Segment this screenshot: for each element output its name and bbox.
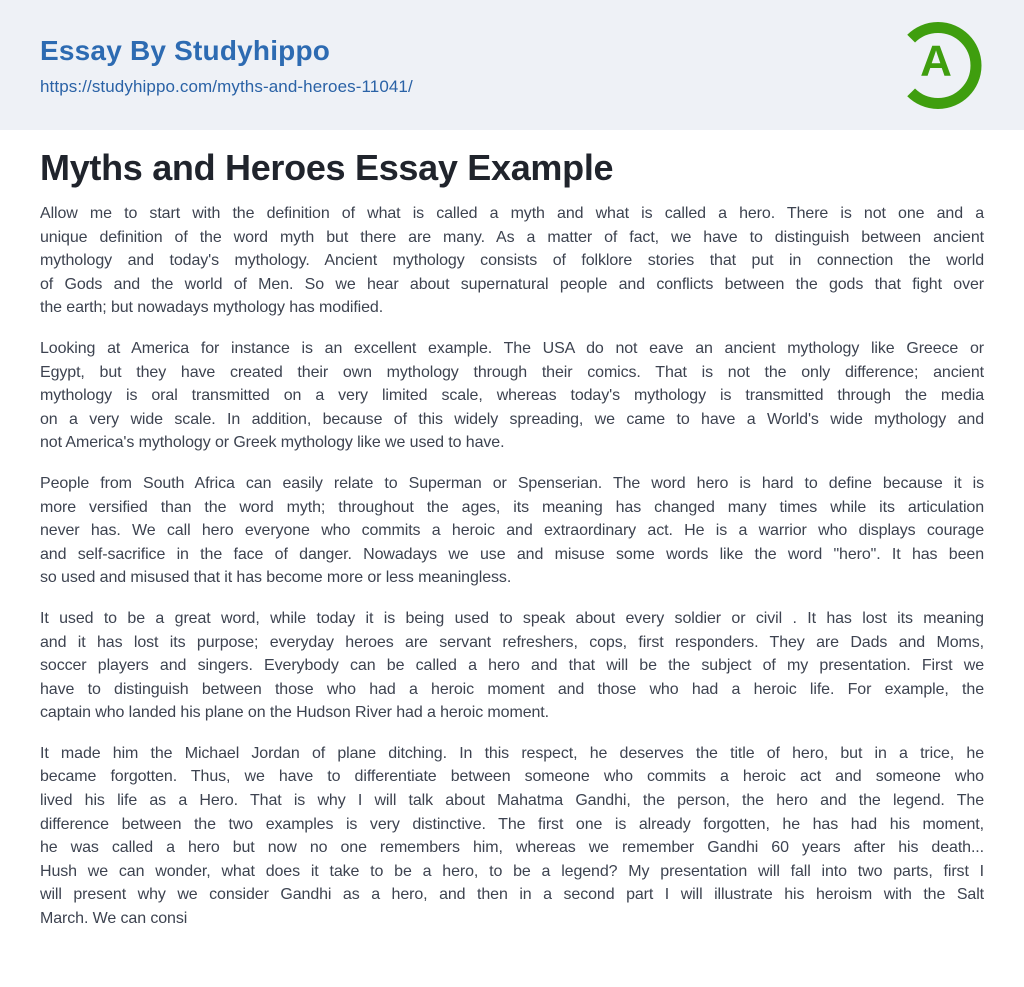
essay-line: soccer players and singers. Everybody can be called a hero and that will be the subject of my presentation. First we (40, 657, 984, 675)
essay-line: unique definition of the word myth but there are many. As a matter of fact, we have to distinguish between ancient (40, 228, 984, 246)
page-header (0, 0, 1024, 130)
essay-line: March. We can consi (40, 910, 188, 928)
essay-line: Egypt, but they have created their own mythology through their comics. That is not the only difference; ancient (40, 363, 984, 381)
essay-title: Myths and Heroes Essay Example (40, 147, 614, 188)
essay-line: mythology and today's mythology. Ancient mythology consists of folklore stories that put in connection the world (40, 252, 984, 270)
essay-line: so used and misused that it has become more or less meaningless. (40, 569, 512, 587)
studyhippo-logo (891, 17, 985, 114)
essay-line: Hush we can wonder, what does it take to be a hero, to be a legend? My presentation will fall into two parts, first I (40, 862, 984, 880)
open-circle-a-icon (891, 17, 985, 114)
essay-line: It used to be a great word, while today it is being used to speak about every soldier or civil . It has lost its meaning (40, 609, 984, 627)
essay-line: on a very wide scale. In addition, because of this widely spreading, we came to have a World's wide mythology and (40, 410, 984, 428)
essay-body (40, 202, 984, 931)
essay-line: and self-sacrifice in the face of danger. Nowadays we use and misuse some words like the word "hero". It has been (40, 545, 984, 563)
essay-line: captain who landed his plane on the Hudson River had a heroic moment. (40, 704, 549, 722)
essay-line: the earth; but nowadays mythology has modified. (40, 299, 384, 317)
essay-line: Allow me to start with the definition of what is called a myth and what is called a hero. There is not one and a (40, 205, 984, 222)
essay-line: Looking at America for instance is an excellent example. The USA do not eave an ancient mythology like Greece or (40, 339, 984, 357)
essay-line: and it has lost its purpose; everyday heroes are servant refreshers, cops, first responders. They are Dads and Moms, (40, 633, 984, 651)
source-url-link[interactable]: https://studyhippo.com/myths-and-heroes-11041/ (40, 76, 413, 96)
essay-line: he was called a hero but now no one remembers him, whereas we remember Gandhi 60 years after his death... (40, 839, 984, 857)
essay-line: have to distinguish between those who had a heroic moment and those who had a heroic life. For example, the (40, 680, 984, 698)
essay-paragraph (40, 202, 984, 320)
essay-content (0, 130, 1024, 931)
essay-line: difference between the two examples is very distinctive. The first one is already forgotten, he has had his moment, (40, 815, 984, 833)
essay-line: never has. We call hero everyone who commits a heroic and extraordinary act. He is a warrior who displays courage (40, 522, 984, 540)
header-text-block (40, 34, 413, 97)
essay-line: more versified than the word myth; throughout the ages, its meaning has changed many times while its articulation (40, 498, 984, 516)
essay-paragraph (40, 337, 984, 455)
essay-line: lived his life as a Hero. That is why I will talk about Mahatma Gandhi, the person, the hero and the legend. The (40, 792, 984, 810)
essay-paragraph (40, 607, 984, 725)
essay-line: mythology is oral transmitted on a very limited scale, whereas today's mythology is transmitted through the media (40, 387, 984, 405)
essay-paragraph (40, 742, 984, 931)
brand-title: Essay By Studyhippo (40, 34, 331, 66)
essay-line: not America's mythology or Greek mythology like we used to have. (40, 434, 505, 452)
essay-line: became forgotten. Thus, we have to differentiate between someone who commits a heroic act and someone who (40, 768, 984, 786)
essay-paragraph (40, 472, 984, 590)
logo-letter: A (920, 36, 952, 85)
essay-line: will present why we consider Gandhi as a hero, and then in a second part I will illustrate his heroism with the Salt (40, 886, 984, 904)
essay-line: People from South Africa can easily relate to Superman or Spenserian. The word hero is hard to define because it is (40, 474, 984, 492)
essay-line: It made him the Michael Jordan of plane ditching. In this respect, he deserves the title of hero, but in a trice, he (40, 744, 984, 762)
essay-line: of Gods and the world of Men. So we hear about supernatural people and conflicts between the gods that fight over (40, 275, 984, 293)
